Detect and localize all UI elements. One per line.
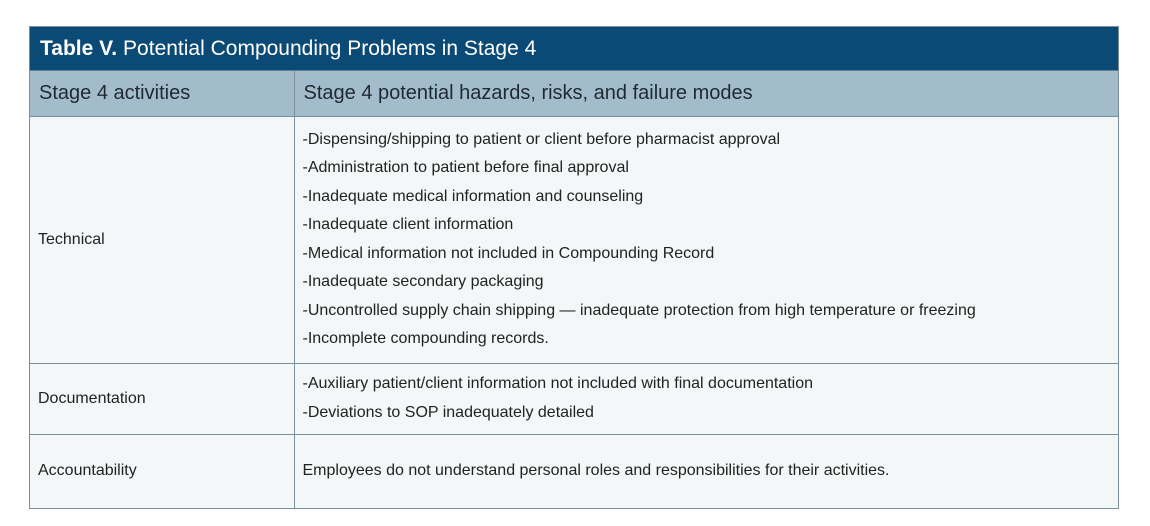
activity-cell: Documentation bbox=[30, 363, 294, 434]
hazard-item: Employees do not understand personal roles and responsibilities for their activities. bbox=[302, 461, 890, 479]
table-header-row bbox=[30, 71, 1118, 116]
hazard-item: -Dispensing/shipping to patient or client before pharmacist approval bbox=[302, 130, 781, 148]
hazard-list bbox=[303, 457, 1111, 486]
hazards-cell bbox=[294, 116, 1118, 363]
table-title-bar bbox=[30, 27, 1118, 71]
hazard-item: -Deviations to SOP inadequately detailed bbox=[302, 403, 594, 421]
table-row-documentation bbox=[30, 363, 1118, 434]
table-title-text: Potential Compounding Problems in Stage 4 bbox=[123, 36, 537, 60]
hazard-item: -Administration to patient before final approval bbox=[302, 159, 629, 176]
hazard-item: -Medical information not included in Compounding Record bbox=[302, 244, 715, 262]
table-grid bbox=[30, 71, 1118, 508]
hazard-item: -Inadequate client information bbox=[302, 216, 514, 233]
compounding-problems-table bbox=[29, 26, 1119, 509]
hazard-item: -Auxiliary patient/client information not included with final documentation bbox=[302, 375, 813, 392]
hazards-cell bbox=[294, 434, 1118, 508]
header-activities: Stage 4 activities bbox=[30, 71, 294, 116]
table-row-accountability bbox=[30, 434, 1118, 508]
activity-cell: Accountability bbox=[30, 434, 294, 508]
table-row-technical bbox=[30, 116, 1118, 363]
hazard-list bbox=[303, 370, 1111, 427]
hazard-list bbox=[303, 126, 1111, 354]
activity-cell: Technical bbox=[30, 116, 294, 363]
hazards-cell bbox=[294, 363, 1118, 434]
hazard-item: -Inadequate medical information and counseling bbox=[302, 187, 644, 205]
table-title-label: Table V. bbox=[40, 36, 118, 60]
hazard-item: -Inadequate secondary packaging bbox=[302, 273, 544, 290]
hazard-item: -Uncontrolled supply chain shipping — inadequate protection from high temperature or freezing bbox=[302, 301, 976, 319]
header-hazards: Stage 4 potential hazards, risks, and failure modes bbox=[294, 71, 1118, 116]
hazard-item: -Incomplete compounding records. bbox=[302, 330, 549, 347]
